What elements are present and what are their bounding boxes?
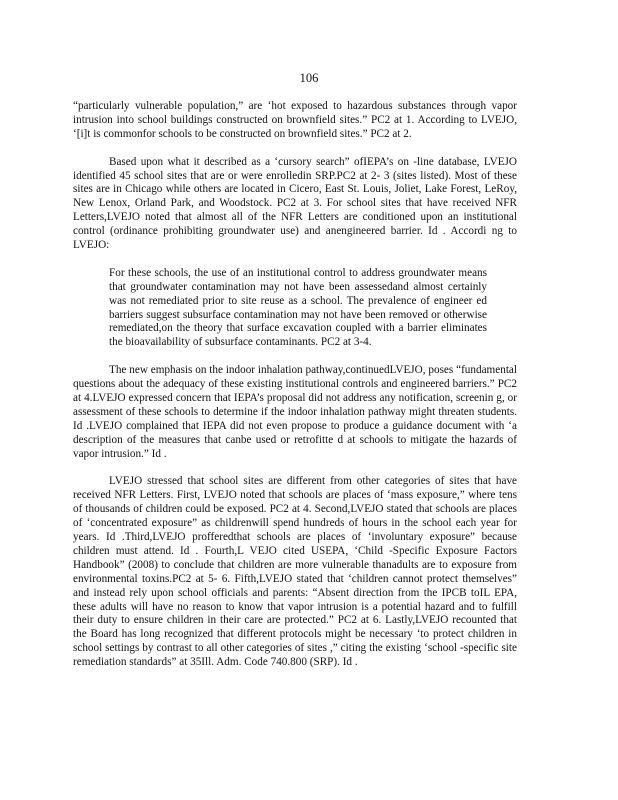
paragraph-school-differences: LVEJO stressed that school sites are different from other categories of sites that have received NFR Letters. First, LVEJO noted that schools are places of ‘mass exposure,” where tens of thousands of children could be exposed. PC2 at 4. Second,LVEJO stated that schools are places of ‘concentrated exposure” as childrenwill spend hundreds of hours in the school each year for years. Id .Third,LVEJO profferedthat schools are places of ‘involuntary exposure” because children must attend. Id . Fourth,L VEJO cited USEPA, ‘Child -Specific Exposure Factors Handbook” (2008) to conclude that children are more vulnerable thanadults are to exposure from environmental toxins.PC2 at 5- 6. Fifth,LVEJO stated that ‘children cannot protect themselves” and instead rely upon school officials and parents: “Absent direction from the IPCB toIL EPA, these adults will have no reason to know that vapor intrusion is a potential hazard and to fulfill their duty to ensure children in their care are protected.” PC2 at 6. Lastly,LVEJO recounted that the Board has long recognized that different protocols might be necessary ‘to protect children in school settings by contrast to all other categories of sites ,” citing the existing ‘school -specific site remediation standards” at 35Ill. Adm. Code 740.800 (SRP). Id . xyxy=(73,475,517,669)
page-number: 106 xyxy=(299,71,319,85)
block-quote: For these schools, the use of an institutional control to address groundwater means that groundwater contamination may not have been assessedand almost certainly was not remediated prior to site reuse as a school. The prevalence of engineer ed barriers suggest subsurface contamination may not have been removed or otherwise remediated,on the theory that surface excavation coupled with a barrier eliminates the bioavailability of subsurface contaminants. PC2 at 3-4. xyxy=(109,266,487,349)
paragraph-inhalation-pathway: The new emphasis on the indoor inhalation pathway,continuedLVEJO, poses “fundamental questions about the adequacy of these existing institutional controls and engineered barriers.” PC2 at 4.LVEJO expressed concern that IEPA’s proposal did not address any notification, screenin g, or assessment of these schools to determine if the indoor inhalation pathway might threaten students. Id .LVEJO complained that IEPA did not even propose to produce a guidance document with ‘a description of the measures that canbe used or retrofitte d at schools to mitigate the hazards of vapor intrusion.” Id . xyxy=(73,364,517,460)
paragraph-continuation: “particularly vulnerable population,” are ‘hot exposed to hazardous substances through vapor intrusion into school buildings constructed on brownfield sites.” PC2 at 1. According to LVEJO, ‘[i]t is commonfor schools to be constructed on brownfield sites.” PC2 at 2. xyxy=(73,100,517,140)
paragraph-school-sites: Based upon what it described as a ‘cursory search” ofIEPA’s on -line database, LVEJO identified 45 school sites that are or were enrolledin SRP.PC2 at 2- 3 (sites listed). Most of these sites are in Chicago while others are located in Cicero, East St. Louis, Joliet, Lake Forest, LeRoy, New Lenox, Orland Park, and Woodstock. PC2 at 3. For school sites that have received NFR Letters,LVEJO noted that almost all of the NFR Letters are conditioned upon an institutional control (ordinance prohibiting groundwater use) and anengineered barrier. Id . Accordi ng to LVEJO: xyxy=(73,155,517,252)
body-text xyxy=(73,100,517,684)
